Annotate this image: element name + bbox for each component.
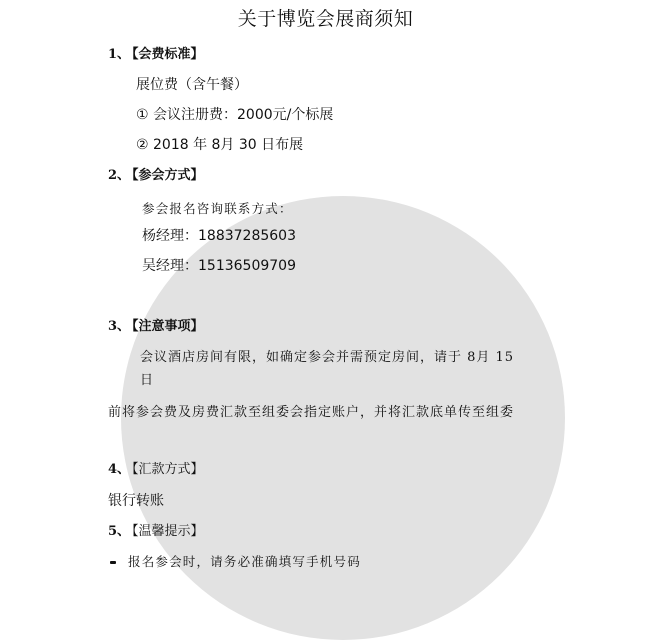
fee-booth-line: 展位费（含午餐） — [136, 77, 248, 93]
contact-wu-line: 吴经理：15136509709 — [142, 258, 296, 274]
section-5-number: 5、 — [108, 524, 131, 539]
section-1-number: 1、 — [108, 47, 131, 62]
contact-intro-line: 参会报名咨询联系方式： — [142, 201, 293, 216]
section-5-title: 【温馨提示】 — [132, 524, 204, 539]
section-2-heading — [108, 167, 204, 185]
payment-method-line: 银行转账 — [108, 493, 164, 509]
section-4-heading — [108, 461, 204, 479]
section-3-heading — [108, 318, 204, 336]
fee-registration-line: ① 会议注册费：2000元/个标展 — [136, 107, 334, 123]
setup-date-line: ② 2018 年 8月 30 日布展 — [136, 137, 304, 153]
section-3-number: 3、 — [108, 319, 131, 334]
document-title: 关于博览会展商须知 — [237, 8, 414, 30]
notice-line-1: 会议酒店房间有限，如确定参会并需预定房间，请于 8月 15 — [140, 350, 515, 365]
section-1-heading — [108, 46, 204, 64]
section-3-title: 【注意事项】 — [132, 319, 204, 334]
bullet-icon — [110, 561, 116, 564]
section-4-number: 4、 — [108, 462, 131, 477]
contact-yang-line: 杨经理：18837285603 — [142, 228, 296, 244]
section-2-title: 【参会方式】 — [132, 168, 204, 183]
notice-line-2: 日 — [140, 373, 155, 388]
section-1-title: 【会费标准】 — [132, 47, 204, 62]
tip-line: 报名参会时，请务必准确填写手机号码 — [128, 554, 361, 569]
notice-line-3: 前将参会费及房费汇款至组委会指定账户，并将汇款底单传至组委 — [108, 405, 515, 420]
section-5-heading — [108, 523, 204, 541]
section-2-number: 2、 — [108, 168, 131, 183]
section-4-title: 【汇款方式】 — [132, 462, 204, 477]
